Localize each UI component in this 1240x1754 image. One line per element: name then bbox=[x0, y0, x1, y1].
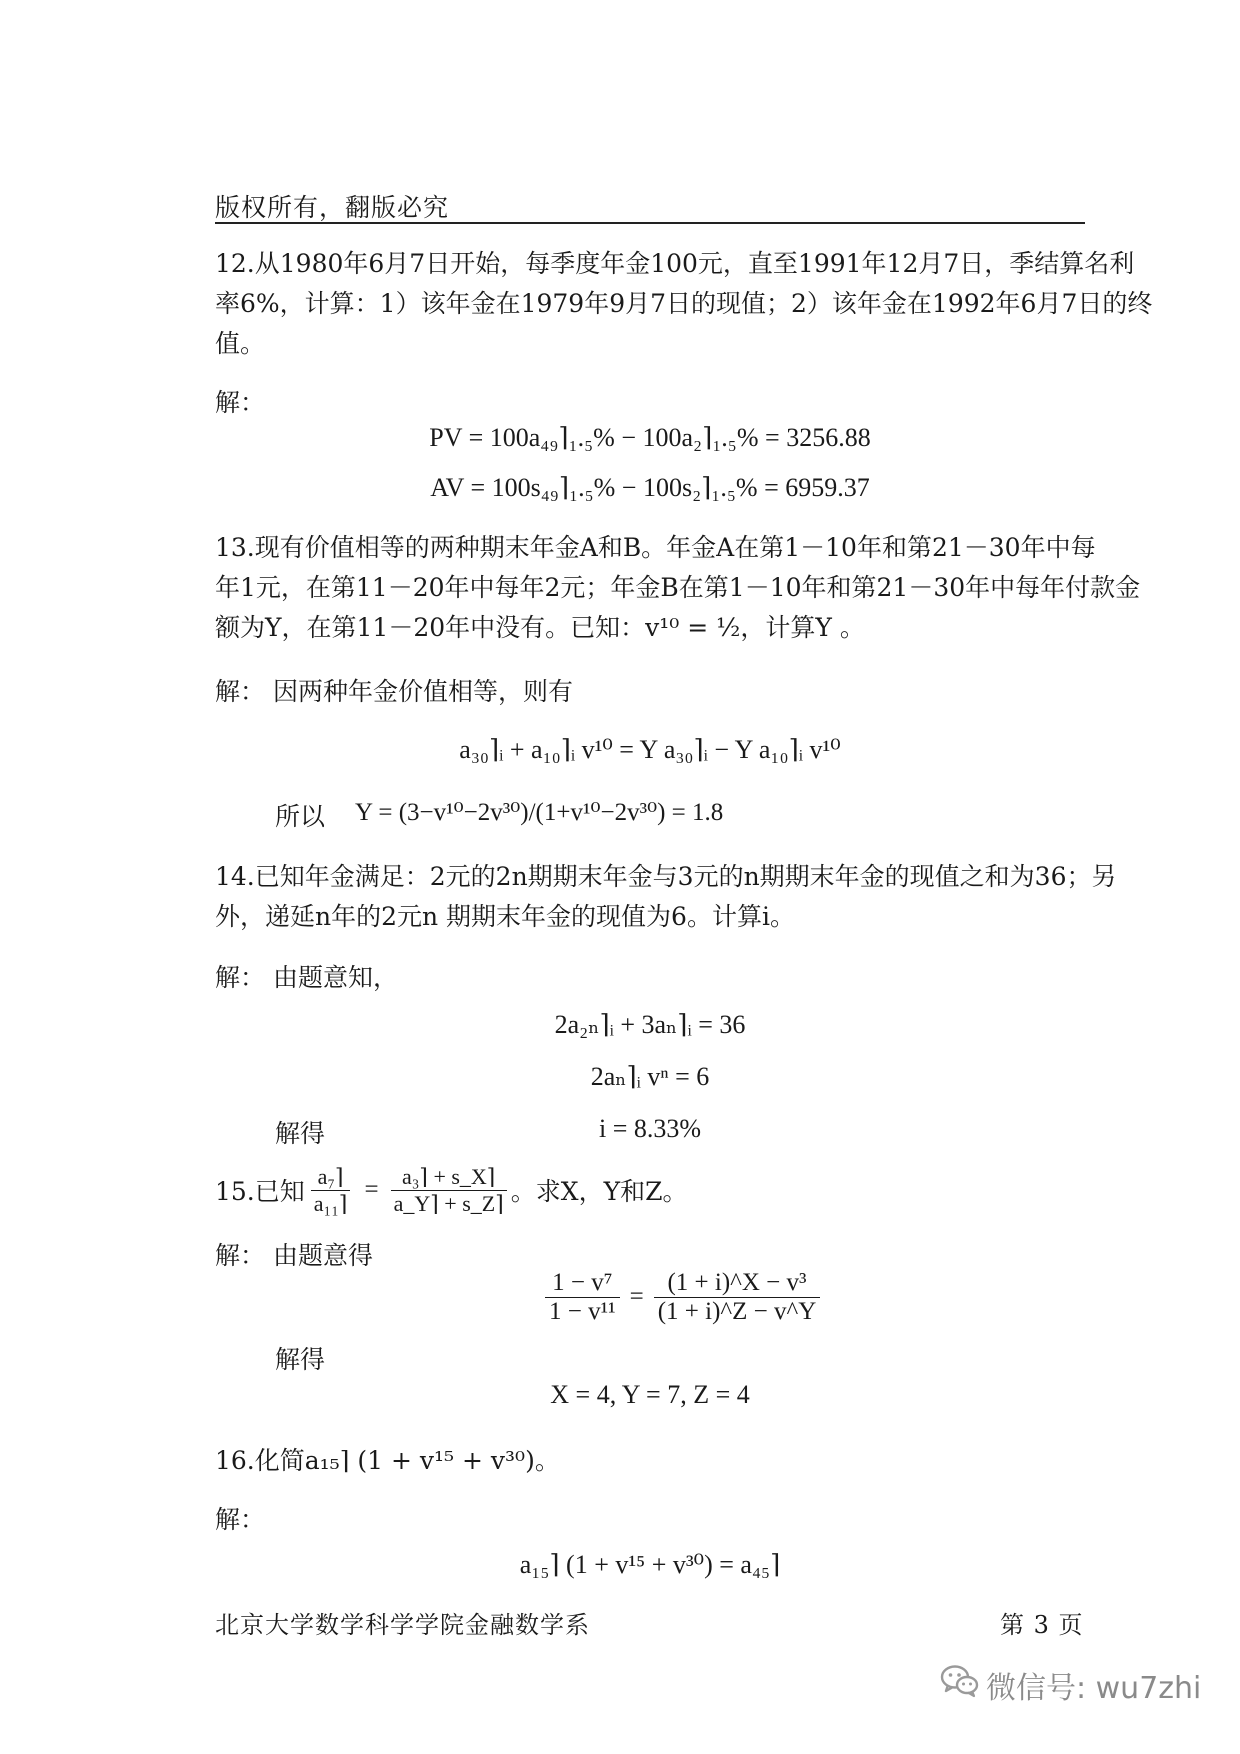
problem-13-line-1: 13.现有价值相等的两种期末年金A和B。年金A在第1－10年和第21－30年中每 bbox=[215, 533, 1096, 562]
equation-fraction-left bbox=[545, 1269, 620, 1326]
equation-left-numerator: 1 − v⁷ bbox=[552, 1268, 613, 1296]
problem-15-equals: = bbox=[364, 1176, 379, 1203]
problem-15-fraction-left bbox=[311, 1164, 351, 1217]
wechat-icon bbox=[940, 1664, 980, 1706]
problem-14-solution-label: 解： 由题意知， bbox=[215, 963, 398, 992]
problem-12-line-1: 12.从1980年6月7日开始，每季度年金100元，直至1991年12月7日，季结算名利 bbox=[215, 249, 1135, 278]
problem-15-solution-label: 解： 由题意得 bbox=[215, 1241, 373, 1270]
problem-15-suffix: 。求X，Y和Z。 bbox=[510, 1177, 688, 1206]
problem-16-line-1: 16.化简a₁₅⌉ (1 + v¹⁵ + v³⁰)。 bbox=[215, 1446, 560, 1475]
wechat-watermark bbox=[940, 1663, 1201, 1707]
fraction-left-numerator: a₇⌉ bbox=[317, 1163, 344, 1189]
problem-12-equation-2: AV = 100s₄₉⌉₁.₅% − 100s₂⌉₁.₅% = 6959.37 bbox=[430, 473, 870, 502]
problem-13-line-2: 年1元，在第11－20年中每年2元；年金B在第1－10年和第21－30年中每年付款金 bbox=[215, 573, 1141, 602]
problem-14-equation-1: 2a₂ₙ⌉ᵢ + 3aₙ⌉ᵢ = 36 bbox=[554, 1010, 746, 1039]
problem-12-equation-1: PV = 100a₄₉⌉₁.₅% − 100a₂⌉₁.₅% = 3256.88 bbox=[429, 423, 871, 452]
problem-14-result-equation: i = 8.33% bbox=[598, 1114, 702, 1143]
equation-right-numerator: (1 + i)^X − v³ bbox=[667, 1268, 807, 1296]
footer-institution: 北京大学数学科学学院金融数学系 bbox=[215, 1611, 590, 1639]
problem-13-result-equation: Y = (3−v¹⁰−2v³⁰)/(1+v¹⁰−2v³⁰) = 1.8 bbox=[355, 799, 724, 826]
footer-page-number: 第 3 页 bbox=[1000, 1611, 1084, 1639]
problem-16-solution-label: 解： bbox=[215, 1505, 266, 1534]
problem-14-equation-2: 2aₙ⌉ᵢ vⁿ = 6 bbox=[590, 1062, 710, 1091]
problem-15-result-label: 解得 bbox=[275, 1345, 326, 1374]
fraction-left-denominator: a₁₁⌉ bbox=[311, 1190, 351, 1217]
equation-right-denominator: (1 + i)^Z − v^Y bbox=[654, 1297, 821, 1326]
problem-14-line-2: 外，递延n年的2元n 期期末年金的现值为6。计算i。 bbox=[215, 902, 795, 931]
equation-fraction-right bbox=[654, 1269, 821, 1326]
problem-12-line-3: 值。 bbox=[215, 329, 266, 358]
problem-13-solution-label: 解： 因两种年金价值相等，则有 bbox=[215, 677, 573, 706]
problem-14-line-1: 14.已知年金满足：2元的2n期期末年金与3元的n期期末年金的现值之和为36；另 bbox=[215, 862, 1117, 891]
page-header: 版权所有，翻版必究 bbox=[215, 193, 450, 222]
problem-12-solution-label: 解： bbox=[215, 388, 266, 417]
problem-12-line-2: 率6%，计算：1）该年金在1979年9月7日的现值；2）该年金在1992年6月7日的终 bbox=[215, 289, 1153, 318]
problem-14-result-label: 解得 bbox=[275, 1119, 326, 1148]
problem-15-fraction-right bbox=[391, 1164, 507, 1217]
problem-13-equation-1: a₃₀⌉ᵢ + a₁₀⌉ᵢ v¹⁰ = Y a₃₀⌉ᵢ − Y a₁₀⌉ᵢ v¹⁰ bbox=[459, 735, 841, 764]
problem-13-result-label: 所以 bbox=[275, 802, 326, 831]
problem-13-line-3: 额为Y，在第11－20年中没有。已知：v¹⁰ = ½，计算Y 。 bbox=[215, 613, 865, 642]
fraction-right-numerator: a₃⌉ + s_X⌉ bbox=[401, 1163, 496, 1189]
problem-15-result-equation: X = 4, Y = 7, Z = 4 bbox=[550, 1380, 750, 1409]
problem-16-equation-1: a₁₅⌉ (1 + v¹⁵ + v³⁰) = a₄₅⌉ bbox=[519, 1550, 781, 1579]
watermark-text: 微信号: wu7zhi bbox=[986, 1671, 1202, 1706]
problem-15-statement bbox=[215, 1160, 687, 1220]
problem-15-equation bbox=[545, 1262, 820, 1332]
equation-left-denominator: 1 − v¹¹ bbox=[545, 1297, 620, 1326]
header-rule bbox=[215, 222, 1085, 224]
fraction-right-denominator: a_Y⌉ + s_Z⌉ bbox=[391, 1190, 507, 1217]
problem-15-prefix: 15.已知 bbox=[215, 1177, 305, 1206]
equation-equals: = bbox=[629, 1283, 644, 1310]
